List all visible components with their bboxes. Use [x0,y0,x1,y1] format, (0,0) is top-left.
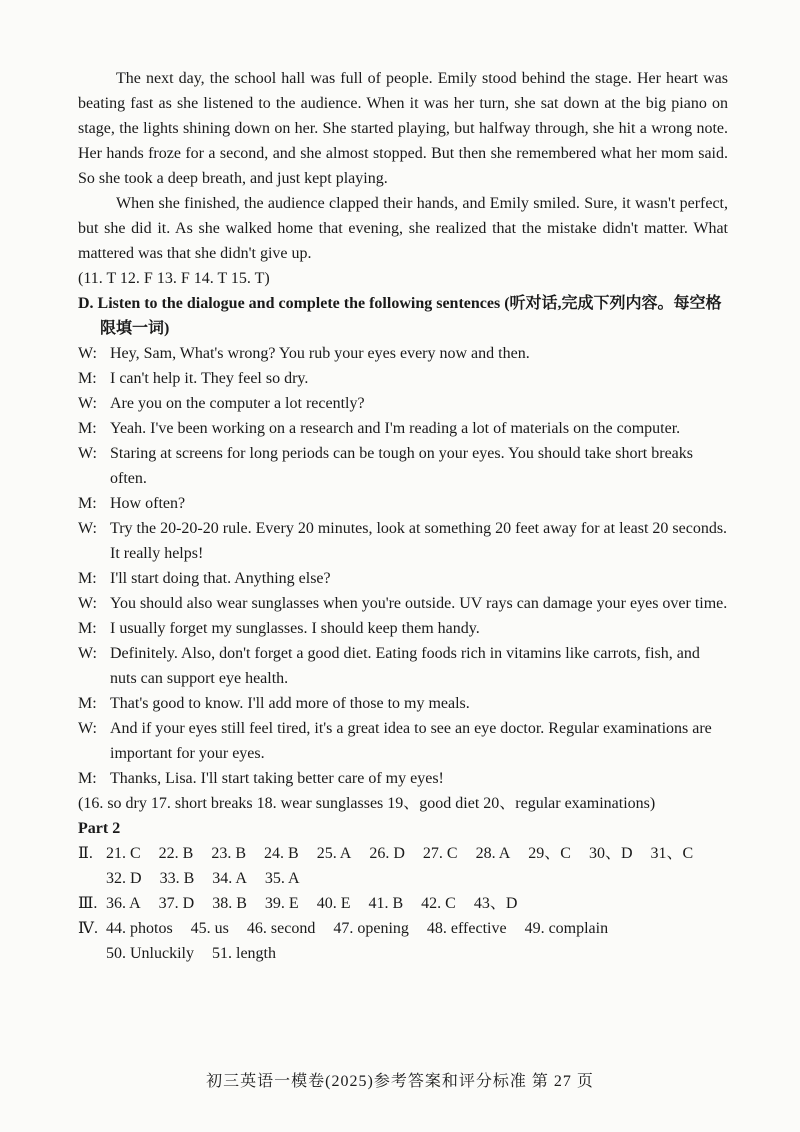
dialogue-turn [78,566,728,591]
answer-item: 31、C [650,845,694,862]
dialogue [78,341,728,791]
speaker-label: M: [78,620,97,637]
speaker-line: I usually forget my sunglasses. I should keep them handy. [110,620,480,637]
answer-item: 44. photos [106,920,173,937]
answer-items [106,841,728,891]
dialogue-turn [78,591,728,616]
dialogue-turn [78,641,728,691]
part-2-answers [78,841,728,966]
answer-item: 32. D [106,870,142,887]
speaker-line: Try the 20-20-20 rule. Every 20 minutes, look at something 20 feet away for at least 20 seconds. It really helps! [110,520,728,562]
answer-section [78,891,728,916]
dialogue-turn [78,416,728,441]
answer-item: 34. A [212,870,247,887]
speaker-label: M: [78,770,97,787]
speaker-label: W: [78,645,97,662]
speaker-line: I'll start doing that. Anything else? [110,570,331,587]
dialogue-turn [78,366,728,391]
speaker-label: W: [78,595,97,612]
answer-item: 42. C [421,895,456,912]
part-2-title: Part 2 [78,820,121,837]
answer-item: 29、C [528,845,571,862]
answer-item: 21. C [106,845,141,862]
section-d-heading: D. Listen to the dialogue and complete the following sentences (听对话,完成下列内容。每空格限填一词) [78,295,722,337]
speaker-line: Yeah. I've been working on a research and I'm reading a lot of materials on the computer. [110,420,681,437]
section-d-answers: (16. so dry 17. short breaks 18. wear sunglasses 19、good diet 20、regular examinations) [78,795,656,812]
speaker-line: Definitely. Also, don't forget a good diet. Eating foods rich in vitamins like carrots, fish, and nuts can support eye health. [110,645,700,687]
speaker-label: W: [78,720,97,737]
answer-item: 39. E [264,895,299,912]
dialogue-turn [78,691,728,716]
answer-item: 48. effective [426,920,507,937]
answer-item: 35. A [264,870,300,887]
speaker-line: You should also wear sunglasses when you're outside. UV rays can damage your eyes over time. [110,595,728,612]
answer-item: 40. E [316,895,351,912]
answer-items [106,916,728,966]
answer-item: 25. A [316,845,352,862]
answer-section [78,916,728,966]
section-number: Ⅳ. [78,920,98,937]
page-footer: 初三英语一模卷(2025)参考答案和评分标准 第 27 页 [206,1073,594,1090]
speaker-line: Are you on the computer a lot recently? [110,395,365,412]
answer-item: 27. C [422,845,458,862]
answer-item: 23. B [211,845,247,862]
speaker-line: And if your eyes still feel tired, it's a great idea to see an eye doctor. Regular examinations are important for your eyes. [110,720,712,762]
speaker-label: M: [78,495,97,512]
answer-item: 50. Unluckily [106,945,194,962]
section-number: Ⅱ. [78,845,93,862]
dialogue-turn [78,391,728,416]
speaker-label: M: [78,420,97,437]
dialogue-turn [78,441,728,491]
speaker-line: That's good to know. I'll add more of those to my meals. [110,695,470,712]
answer-item: 24. B [264,845,299,862]
answer-item: 26. D [369,845,405,862]
dialogue-turn [78,491,728,516]
answer-items [106,891,728,916]
answer-item: 49. complain [524,920,609,937]
answer-item: 38. B [212,895,247,912]
answer-item: 41. B [368,895,404,912]
story-paragraph-1: The next day, the school hall was full of people. Emily stood behind the stage. Her heart was beating fast as she listened to the audience. When it was her turn, she sat down at the big piano on stage, the lights shining down on her. She started playing, but halfway through, she hit a wrong note. Her hands froze for a second, and she almost stopped. But then she remembered what her mom said. So she took a deep breath, and just kept playing. [78,70,728,187]
section-c-answers: (11. T 12. F 13. F 14. T 15. T) [78,270,270,287]
answer-item: 43、D [473,895,518,912]
answer-item: 30、D [588,845,633,862]
speaker-label: W: [78,345,97,362]
answer-item: 28. A [475,845,511,862]
speaker-line: Hey, Sam, What's wrong? You rub your eyes every now and then. [110,345,530,362]
speaker-label: W: [78,395,97,412]
speaker-label: M: [78,570,97,587]
answer-item: 51. length [212,945,276,962]
speaker-line: I can't help it. They feel so dry. [110,370,309,387]
speaker-line: Thanks, Lisa. I'll start taking better care of my eyes! [110,770,444,787]
answer-item: 46. second [246,920,316,937]
speaker-label: M: [78,370,97,387]
story-paragraph-2: When she finished, the audience clapped their hands, and Emily smiled. Sure, it wasn't perfect, but she did it. As she walked home that evening, she realized that the mistake didn't matter. What mattered was that she didn't give up. [78,195,728,262]
speaker-line: Staring at screens for long periods can be tough on your eyes. You should take short breaks often. [110,445,693,487]
dialogue-turn [78,616,728,641]
dialogue-turn [78,766,728,791]
answer-item: 47. opening [333,920,409,937]
speaker-label: W: [78,445,97,462]
answer-item: 45. us [190,920,229,937]
answer-section [78,841,728,891]
answer-item: 36. A [106,895,141,912]
speaker-label: W: [78,520,97,537]
answer-item: 22. B [158,845,194,862]
answer-item: 33. B [159,870,195,887]
answer-item: 37. D [158,895,195,912]
dialogue-turn [78,516,728,566]
speaker-label: M: [78,695,97,712]
dialogue-turn [78,716,728,766]
section-number: Ⅲ. [78,895,98,912]
dialogue-turn [78,341,728,366]
speaker-line: How often? [110,495,186,512]
